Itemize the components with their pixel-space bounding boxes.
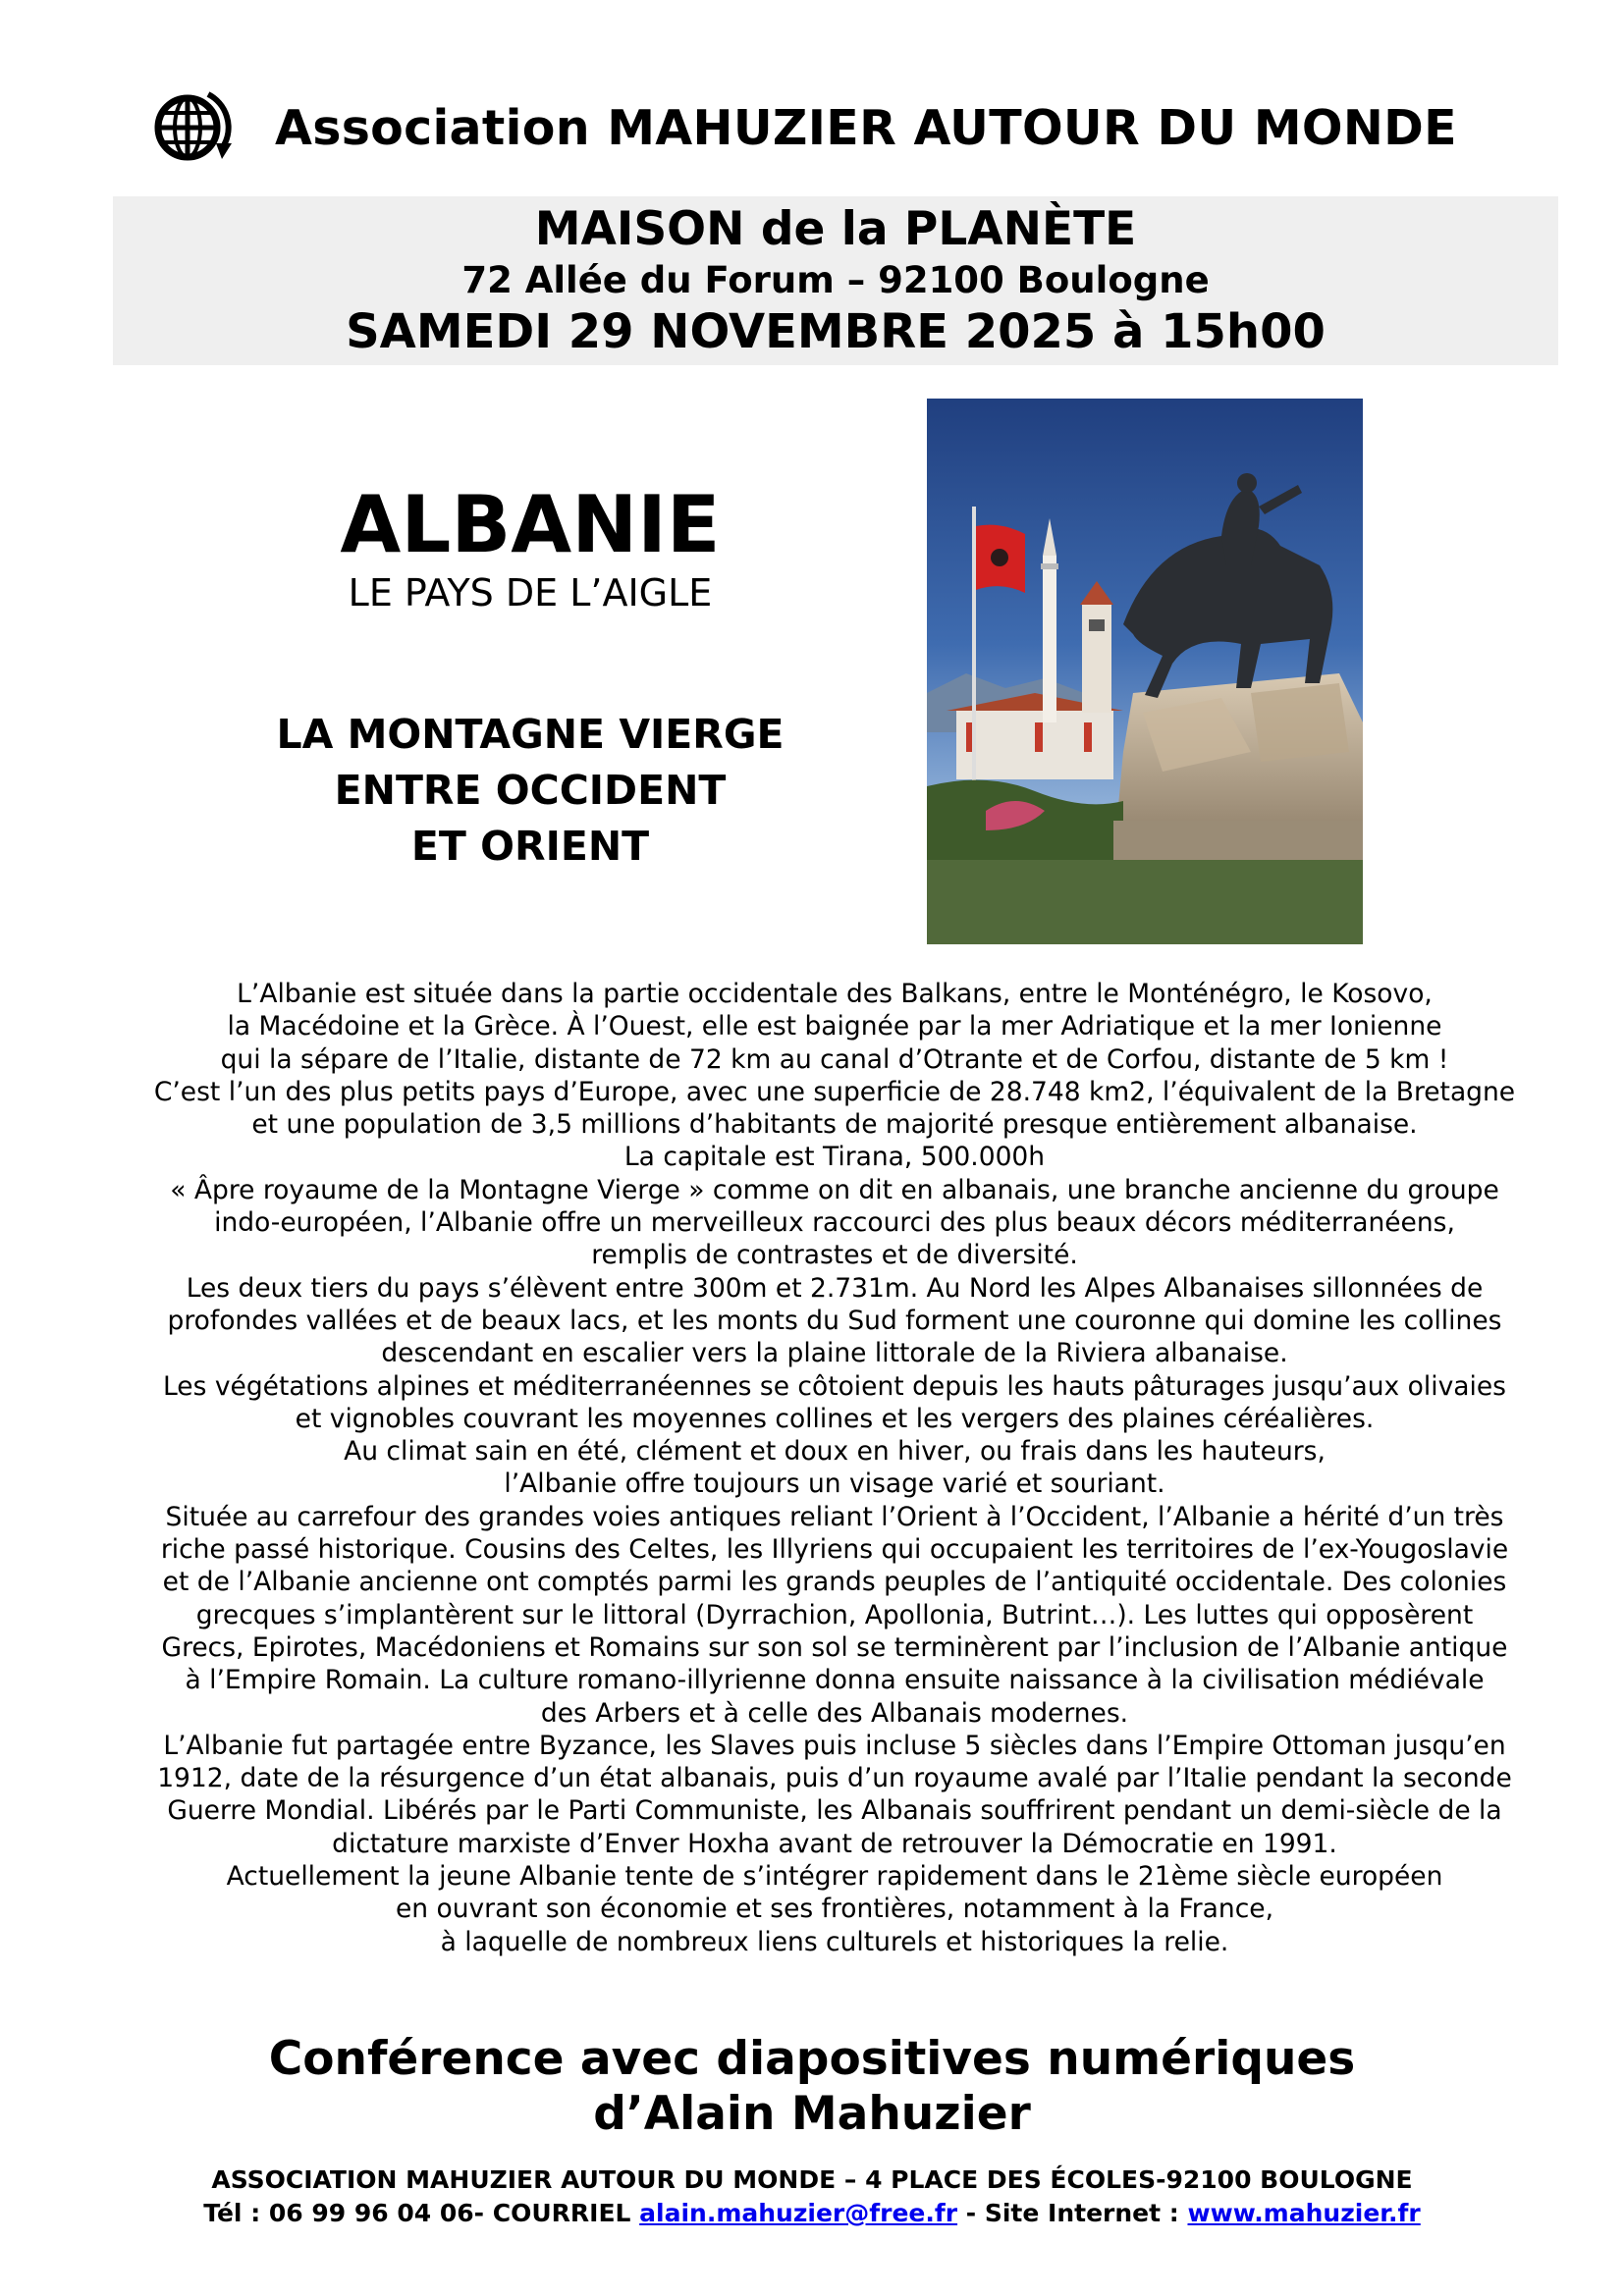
- tagline-line: ET ORIENT: [410, 823, 650, 870]
- description-line: la Macédoine et la Grèce. À l’Ouest, elle est baignée par la mer Adriatique et la mer Ionienne: [227, 1011, 1442, 1042]
- description-line: La capitale est Tirana, 500.000h: [623, 1142, 1046, 1173]
- description-line: et vignobles couvrant les moyennes collines et les vergers des plaines céréalières.: [295, 1403, 1375, 1434]
- description-line: Au climat sain en été, clément et doux en hiver, ou frais dans les hauteurs,: [344, 1436, 1326, 1468]
- description-line: indo-européen, l’Albanie offre un merveilleux raccourci des plus beaux décors méditerranéens,: [214, 1207, 1455, 1239]
- footer-phone: Tél : 06 99 96 04 06- COURRIEL: [203, 2199, 640, 2227]
- description-line: en ouvrant son économie et ses frontières, notamment à la France,: [395, 1894, 1274, 1925]
- tagline-line: LA MONTAGNE VIERGE: [276, 711, 785, 758]
- subtitle: LE PAYS DE L’AIGLE: [348, 571, 713, 614]
- description-line: Guerre Mondial. Libérés par le Parti Communiste, les Albanais souffrirent pendant un demi-siècle de la: [167, 1795, 1502, 1827]
- equestrian-statue-photo: [927, 399, 1363, 944]
- description-line: et de l’Albanie ancienne ont comptés parmi les grands peuples de l’antiquité occidentale. Des colonies: [162, 1567, 1507, 1598]
- event-date: SAMEDI 29 NOVEMBRE 2025 à 15h00: [346, 304, 1326, 359]
- description: [103, 978, 1566, 1958]
- venue-name: MAISON de la PLANÈTE: [534, 202, 1137, 256]
- conference-title: Conférence avec diapositives numériques: [268, 2032, 1356, 2086]
- description-line: Les deux tiers du pays s’élèvent entre 300m et 2.731m. Au Nord les Alpes Albanaises sillonnées de: [186, 1272, 1484, 1304]
- description-line: à l’Empire Romain. La culture romano-illyrienne donna ensuite naissance à la civilisation médiévale: [185, 1665, 1485, 1696]
- description-line: remplis de contrastes et de diversité.: [591, 1240, 1078, 1271]
- header: [147, 86, 1522, 175]
- tagline-line: ENTRE OCCIDENT: [334, 767, 727, 814]
- main-title: ALBANIE: [340, 479, 721, 570]
- conference-speaker: d’Alain Mahuzier: [593, 2087, 1031, 2141]
- description-line: grecques s’implantèrent sur le littoral (Dyrrachion, Apollonia, Butrint…). Les luttes qui opposèrent: [195, 1599, 1474, 1630]
- description-line: Située au carrefour des grandes voies antiques reliant l’Orient à l’Occident, l’Albanie a hérité d’un très: [165, 1501, 1504, 1532]
- description-line: et une population de 3,5 millions d’habitants de majorité presque entièrement albanaise.: [251, 1109, 1418, 1141]
- email-link[interactable]: alain.mahuzier@free.fr: [639, 2199, 958, 2227]
- description-line: C’est l’un des plus petits pays d’Europe, avec une superficie de 28.748 km2, l’équivalent de la Bretagne: [153, 1076, 1516, 1107]
- globe-arrow-icon: [147, 86, 232, 171]
- venue-box: [113, 196, 1558, 365]
- description-line: L’Albanie est située dans la partie occidentale des Balkans, entre le Monténégro, le Kosovo,: [237, 979, 1433, 1009]
- footer-address: ASSOCIATION MAHUZIER AUTOUR DU MONDE – 4 PLACE DES ÉCOLES-92100 BOULOGNE: [211, 2165, 1413, 2194]
- description-line: L’Albanie fut partagée entre Byzance, les Slaves puis incluse 5 siècles dans l’Empire Ottoman jusqu’en: [163, 1730, 1506, 1761]
- description-line: l’Albanie offre toujours un visage varié et souriant.: [504, 1468, 1165, 1500]
- footer-site-label: - Site Internet :: [957, 2199, 1188, 2227]
- description-line: des Arbers et à celle des Albanais modernes.: [540, 1697, 1129, 1729]
- tagline: [196, 707, 864, 875]
- description-line: « Âpre royaume de la Montagne Vierge » comme on dit en albanais, une branche ancienne du groupe: [170, 1174, 1499, 1205]
- description-line: à laquelle de nombreux liens culturels et historiques la relie.: [440, 1926, 1229, 1957]
- description-line: descendant en escalier vers la plaine littorale de la Riviera albanaise.: [381, 1338, 1288, 1369]
- description-line: dictature marxiste d’Enver Hoxha avant de retrouver la Démocratie en 1991.: [332, 1828, 1337, 1859]
- description-line: Les végétations alpines et méditerranéennes se côtoient depuis les hauts pâturages jusqu’aux olivaies: [163, 1370, 1506, 1402]
- description-line: Grecs, Epirotes, Macédoniens et Romains sur son sol se terminèrent par l’inclusion de l’Albanie antique: [161, 1631, 1508, 1663]
- description-line: 1912, date de la résurgence d’un état albanais, puis d’un royaume avalé par l’Italie pendant la seconde: [157, 1763, 1512, 1794]
- description-line: Actuellement la jeune Albanie tente de s’intégrer rapidement dans le 21ème siècle européen: [226, 1861, 1443, 1893]
- footer-contact: [0, 2199, 1624, 2227]
- title-block: [196, 481, 864, 616]
- venue-address: 72 Allée du Forum – 92100 Boulogne: [461, 259, 1210, 301]
- description-line: qui la sépare de l’Italie, distante de 72 km au canal d’Otrante et de Corfou, distante de 5 km !: [220, 1043, 1449, 1075]
- description-line: riche passé historique. Cousins des Celtes, les Illyriens qui occupaient les territoires de l’ex-Yougoslavie: [160, 1534, 1509, 1566]
- association-title: Association MAHUZIER AUTOUR DU MONDE: [275, 100, 1457, 156]
- description-line: profondes vallées et de beaux lacs, et les monts du Sud forment une couronne qui domine les collines: [167, 1305, 1502, 1336]
- website-link[interactable]: www.mahuzier.fr: [1187, 2199, 1421, 2227]
